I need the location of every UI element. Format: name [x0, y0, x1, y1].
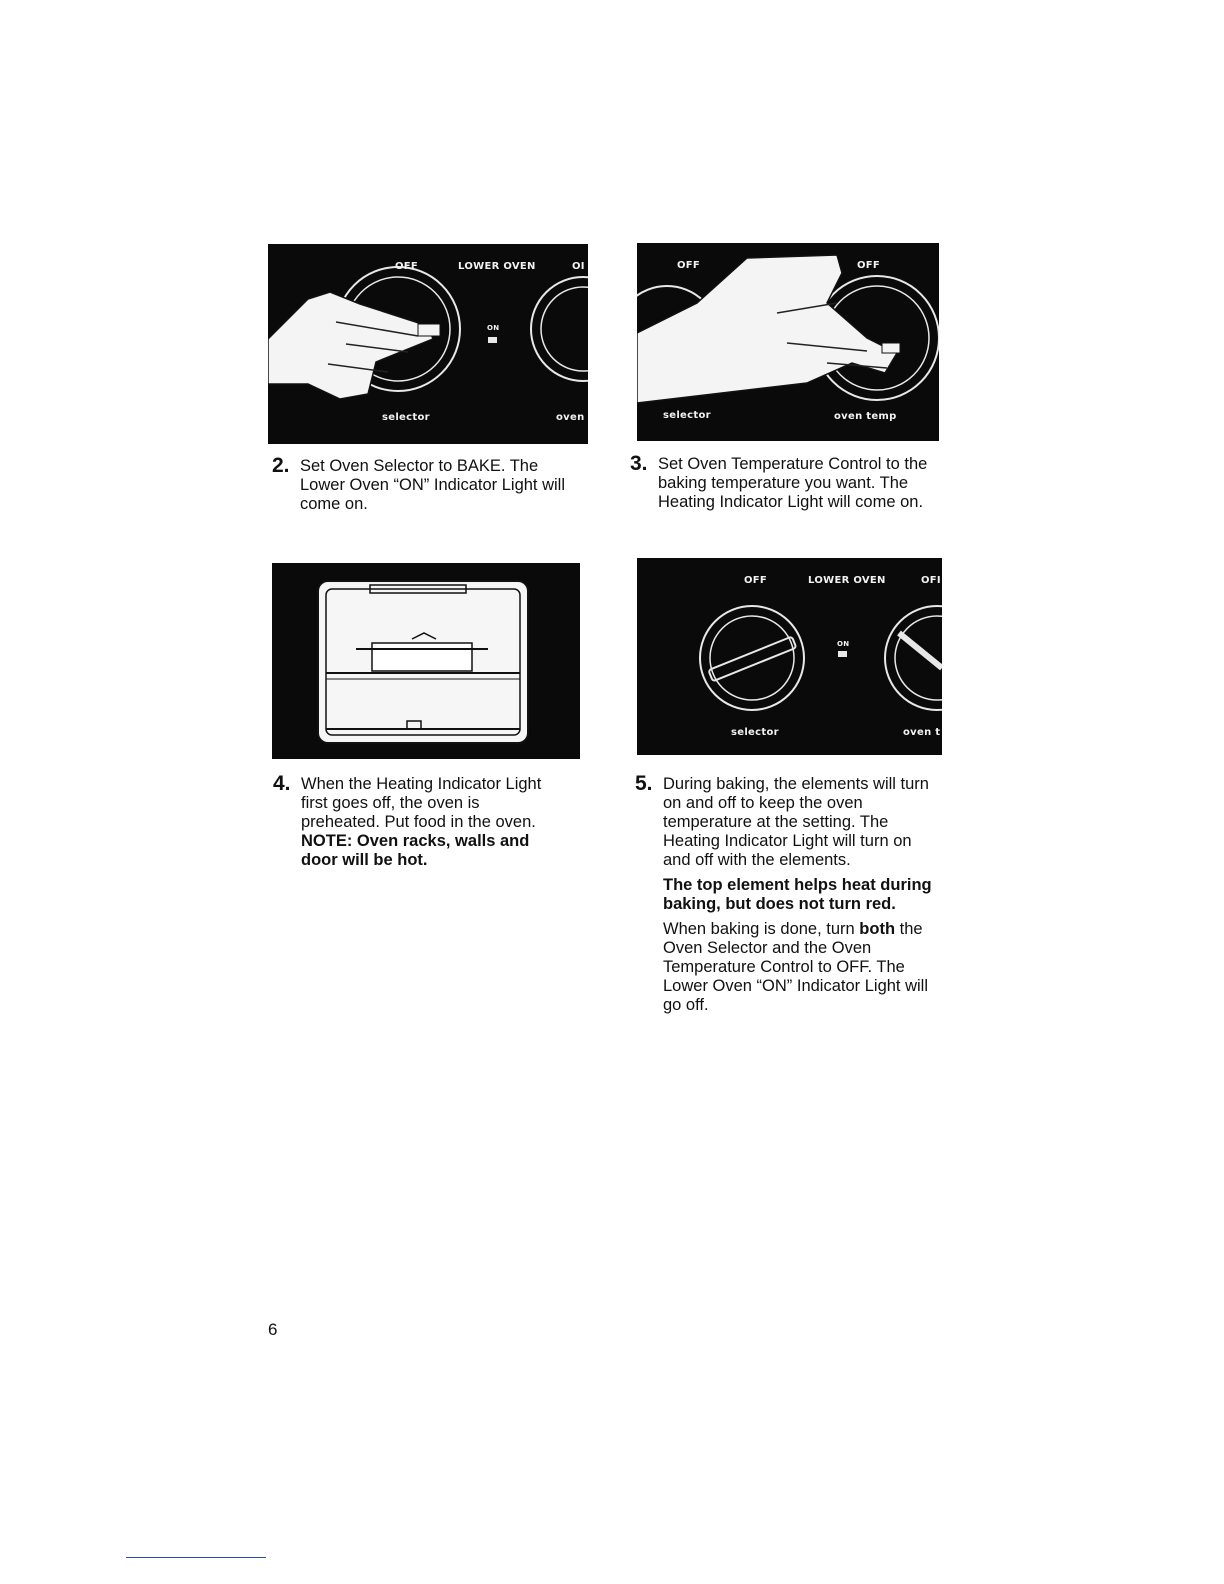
figure-step-5-controls: [637, 558, 942, 755]
step-2: [272, 454, 570, 514]
label-oven-temp: oven temp: [834, 411, 897, 422]
label-on-indicator: ON: [837, 640, 850, 648]
label-off-left: OFF: [677, 260, 701, 271]
oven-interior-illustration: [272, 563, 580, 759]
step-5: [635, 772, 933, 1015]
step-text: Set Oven Temperature Control to the baking temperature you want. The Heating Indicator Light will come on.: [658, 455, 928, 511]
label-edge-right: OI: [572, 261, 585, 272]
label-lower-oven: LOWER OVEN: [458, 261, 536, 272]
figure-step-4-oven-interior: [272, 563, 580, 759]
figure-step-2-selector: [268, 244, 588, 444]
step-note: NOTE: Oven racks, walls and door will be hot.: [301, 832, 530, 869]
label-oven: oven t: [903, 727, 941, 738]
label-selector: selector: [382, 412, 430, 423]
step-text: Set Oven Selector to BAKE. The Lower Oven “ON” Indicator Light will come on.: [300, 457, 566, 513]
step-bold-paragraph: The top element helps heat during baking, but does not turn red.: [663, 876, 932, 913]
step-para3-start: When baking is done, turn: [663, 920, 855, 938]
step-number: 2.: [272, 454, 290, 477]
label-oven: oven: [556, 412, 585, 423]
figure-step-3-oven-temp: [637, 243, 939, 441]
footer-rule: [126, 1557, 266, 1558]
step-number: 3.: [630, 452, 648, 475]
step-number: 5.: [635, 772, 653, 795]
controls-illustration: [637, 558, 942, 755]
step-para3-bold: both: [859, 920, 896, 938]
step-text: During baking, the elements will turn on and off to keep the oven temperature at the setting. The Heating Indicator Light will turn on and off with the elements.: [663, 775, 929, 869]
label-off: OFF: [395, 261, 419, 272]
step-4: [273, 772, 551, 870]
page-number: 6: [268, 1320, 278, 1339]
label-lower-oven: LOWER OVEN: [808, 575, 886, 586]
label-off: OFF: [744, 575, 768, 586]
label-selector: selector: [731, 727, 779, 738]
step-3: [630, 452, 943, 512]
label-on-indicator: ON: [487, 324, 500, 332]
step-number: 4.: [273, 772, 291, 795]
step-text: When the Heating Indicator Light first goes off, the oven is preheated. Put food in the oven.: [301, 775, 542, 831]
label-edge-right: OFI: [921, 575, 941, 586]
label-selector: selector: [663, 410, 711, 421]
label-off-right: OFF: [857, 260, 881, 271]
step-para3-end: the Oven Selector and the Oven Temperature Control to OFF. The Lower Oven “ON” Indicator Light will go off.: [663, 920, 929, 1014]
